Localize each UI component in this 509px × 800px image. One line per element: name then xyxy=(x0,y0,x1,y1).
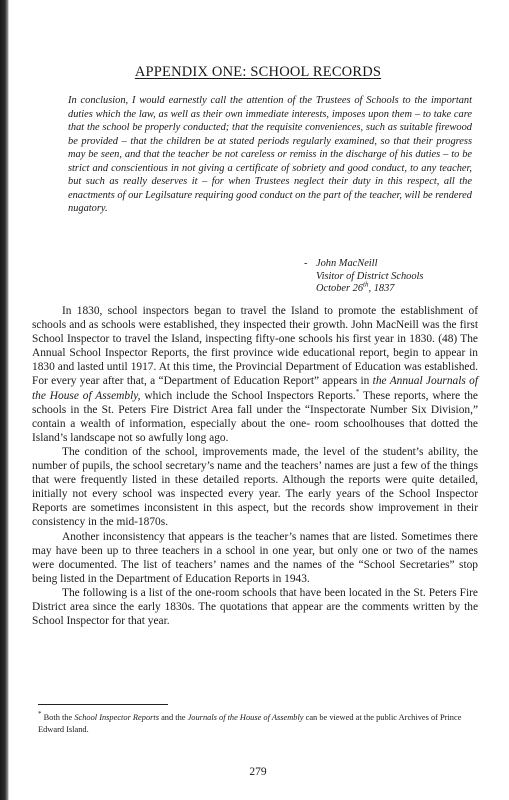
attribution-dash: - xyxy=(304,258,308,269)
paragraph-1-part-b: which include the School Inspectors Reports. xyxy=(140,389,356,402)
body-text xyxy=(32,304,478,628)
footnote-part-b: and the xyxy=(158,713,188,722)
document-page xyxy=(32,0,484,800)
footnote-title-1: School Inspector Reports xyxy=(74,713,159,722)
page-title: APPENDIX ONE: SCHOOL RECORDS xyxy=(134,64,382,80)
footnote-title-2: Journals of the House of Assembly xyxy=(187,713,304,722)
paragraph-2: The condition of the school, improvements made, the level of the student’s ability, the number of pupils, the school secretary’s name and the teachers’ names are just a few of the things that were frequently listed in these detailed reports. Although the reports were quite detailed, initially not every school was inspected every year. The early years of the School Inspector Reports are sometimes inconsistent in this aspect, but the records show improvement in their consistency in the mid-1870s. xyxy=(32,445,478,529)
page-number: 279 xyxy=(249,766,267,778)
footnote-part-a: Both the xyxy=(41,713,75,722)
paragraph-1-journal-title: the Annual Journals of the House of Assembly, xyxy=(32,375,478,402)
attribution-role: Visitor of District Schools xyxy=(316,270,424,282)
attribution-date xyxy=(316,280,423,296)
footnote-divider xyxy=(38,704,168,705)
paragraph-1 xyxy=(32,304,478,445)
attribution-date-main: October 26 xyxy=(316,283,364,294)
footnote-mark: * xyxy=(38,710,42,719)
attribution-name: John MacNeill xyxy=(316,258,378,269)
attribution-date-year: , 1837 xyxy=(368,283,395,294)
book-binding-shadow xyxy=(0,0,9,800)
paragraph-3: Another inconsistency that appears is the teacher’s names that are listed. Sometimes there may have been up to three teachers in a school in one year, but only one or two of the names were documented. The list of teachers’ names and the names of the “School Secretaries” stop being listed in the Department of Education Reports in 1943. xyxy=(32,530,478,585)
footnote-reference-mark: * xyxy=(355,387,360,396)
footnote xyxy=(38,712,478,735)
footnote-part-c: can be viewed at the public Archives of Prince Edward Island. xyxy=(38,713,462,734)
paragraph-1-part-c: These reports, where the schools in the St. Peters Fire District Area fall under the “Inspectorate Number Six Division,” contain a wealth of information, especially about the one- room schoolhouses that dotted the Island’s landscape not so awfully long ago. xyxy=(32,389,478,444)
paragraph-4: The following is a list of the one-room schools that have been located in the St. Peters Fire District area since the early 1830s. The quotations that appear are the comments written by the School Inspector for that year. xyxy=(32,586,478,628)
block-quote: In conclusion, I would earnestly call the attention of the Trustees of Schools to the important duties which the law, as well as their own immediate interests, imposes upon them – to take care that the school be properly conducted; that the requisite conveniences, such as suitable firewood be provided – that the children be at stated periods regularly examined, so that their progress may be seen, and that the teacher be not careless or remiss in the discharge of his duties – to be strict and conscientious in not giving a certificate of sobriety and good conduct, to any teacher, but such as really deserves it – for when Trustees neglect their duty in this respect, all the enactments of our Legilsature requiring good conduct on the part of the teacher, will be rendered nugatory. xyxy=(68,95,472,214)
attribution-date-suffix: th xyxy=(363,280,369,289)
quote-attribution xyxy=(304,258,424,296)
paragraph-1-part-a: In 1830, school inspectors began to travel the Island to promote the establishment of schools and as schools were established, they inspected their growth. John MacNeill was the first School Inspector to travel the Island, inspecting fifty-one schools his first year in 1830. (48) The Annual School Inspector Reports, the first province wide educational report, begin to appear in 1830 and lasted until 1917. At this time, the Provincial Department of Education was established. For every year after that, a “Department of Education Report” appears in xyxy=(32,305,478,388)
